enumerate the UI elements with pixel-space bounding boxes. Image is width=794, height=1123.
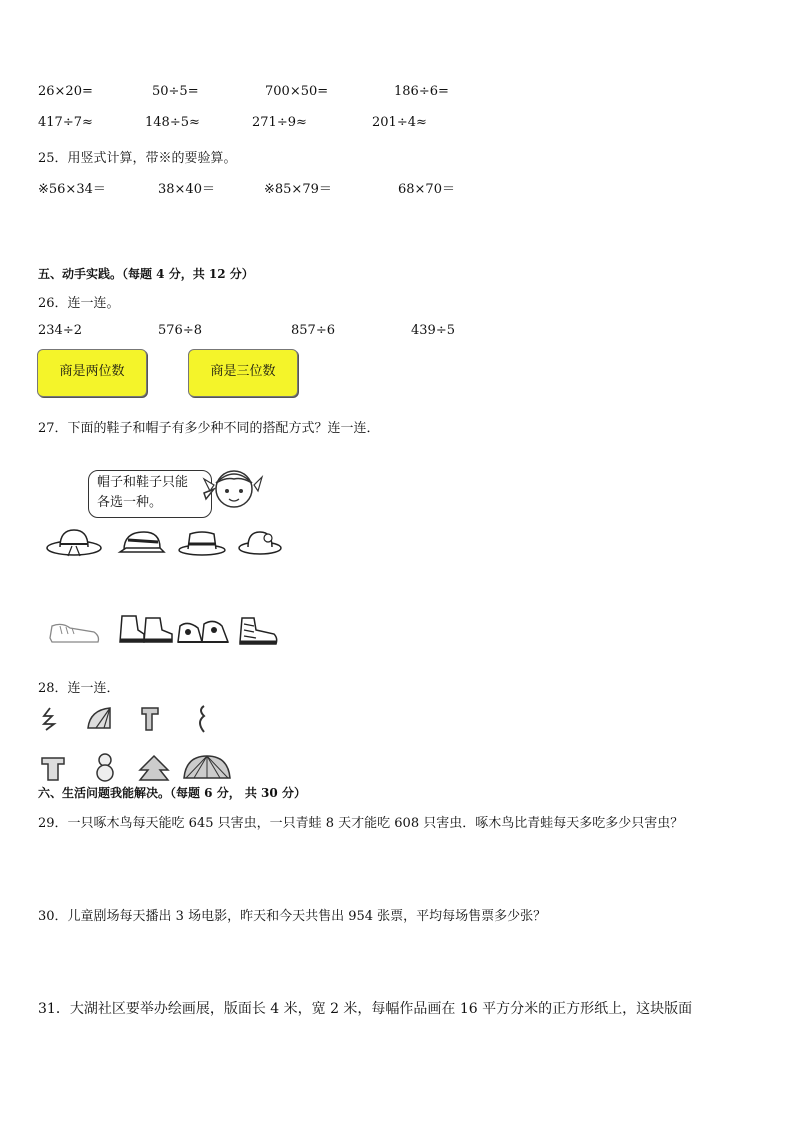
q29-text: 29．一只啄木鸟每天能吃 645 只害虫，一只青蛙 8 天才能吃 608 只害虫．啄木鸟比青蛙每天多吃多少只害虫？ [38,816,684,831]
q25-item: ※85×79＝ [264,182,332,197]
hat-fedora-icon [178,530,226,558]
answer-box-three-digit: 商是三位数 [188,349,298,397]
shape-snowman-icon [94,752,116,782]
hat-cap-icon [120,528,168,558]
shoe-boots-icon [116,612,174,646]
hat-wide-brim-icon [46,528,102,558]
q25-prompt: 25．用竖式计算，带※的要验算。 [38,151,237,166]
q24-item: 186÷6= [394,84,449,99]
q28-prompt: 28．连一连． [38,681,120,696]
shoe-sandals-icon [176,614,230,646]
q25-item: 38×40＝ [158,182,215,197]
shoe-sneaker-icon [48,616,102,646]
q24-item: 201÷4≈ [372,115,427,130]
speech-line: 各选一种。 [97,495,163,510]
shape-tree-icon [138,754,170,782]
q24-item: 26×20= [38,84,93,99]
answer-box-two-digit: 商是两位数 [37,349,147,397]
section-5-title: 五、动手实践。（每题 4 分，共 12 分） [38,267,254,281]
shape-half-house-icon [140,704,160,732]
shape-half-tree-icon [40,706,60,732]
q30-text: 30．儿童剧场每天播出 3 场电影，昨天和今天共售出 954 张票，平均每场售票多少张？ [38,909,547,924]
shape-half-snowman-icon [196,704,210,734]
section-6-title: 六、生活问题我能解决。（每题 6 分， 共 30 分） [38,786,306,800]
q25-item: ※56×34＝ [38,182,106,197]
q24-item: 271÷9≈ [252,115,307,130]
girl-illustration [190,465,260,525]
shape-half-umbrella-icon [86,706,112,730]
q26-item: 857÷6 [291,323,335,338]
q26-item: 234÷2 [38,323,82,338]
q26-item: 439÷5 [411,323,455,338]
q31-text: 31．大湖社区要举办绘画展，版面长 4 米，宽 2 米，每幅作品画在 16 平方分米的正方形纸上，这块版面 [38,1001,693,1017]
q25-item: 68×70＝ [398,182,455,197]
q27-prompt: 27．下面的鞋子和帽子有多少种不同的搭配方式？连一连． [38,421,380,436]
q26-prompt: 26．连一连。 [38,296,120,311]
speech-line: 帽子和鞋子只能 [97,475,189,490]
q24-item: 417÷7≈ [38,115,93,130]
q24-item: 50÷5= [152,84,199,99]
shoe-hightop-icon [236,614,280,646]
q24-item: 700×50= [265,84,329,99]
q24-item: 148÷5≈ [145,115,200,130]
shape-house-icon [40,754,66,782]
q26-item: 576÷8 [158,323,202,338]
hat-flower-icon [238,528,282,558]
shape-umbrella-icon [182,754,232,780]
